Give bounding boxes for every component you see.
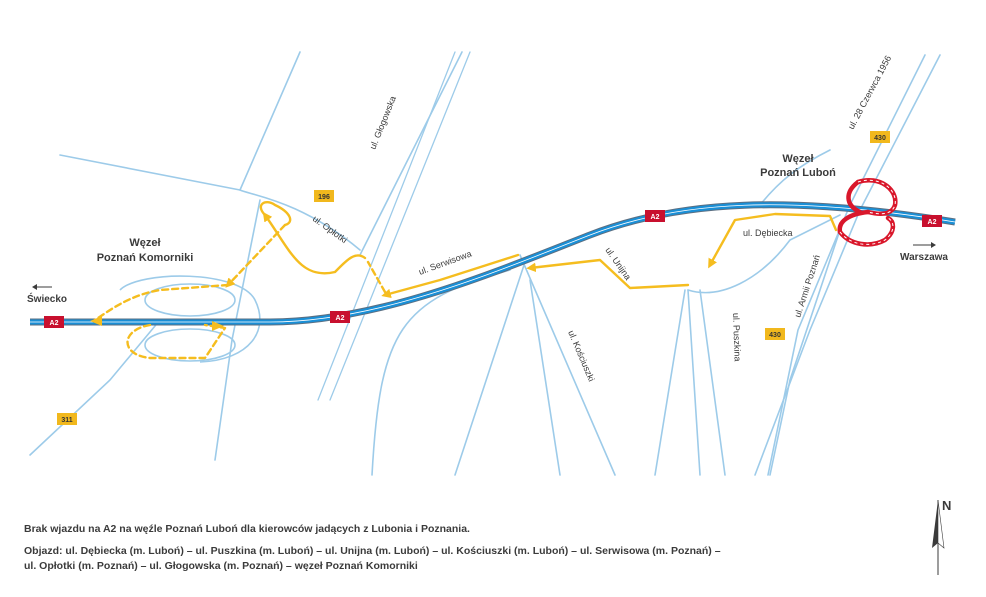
- street-glogowska: ul. Głogowska: [367, 94, 399, 151]
- road-komorniki-north: [215, 200, 260, 460]
- svg-text:196: 196: [318, 194, 330, 201]
- junction-lubon-line1: Węzeł: [782, 153, 814, 165]
- svg-text:A2: A2: [650, 214, 660, 221]
- svg-text:A2: A2: [49, 320, 59, 327]
- north-label: N: [942, 498, 952, 513]
- road-northwest: [60, 52, 300, 190]
- svg-text:430: 430: [874, 135, 886, 142]
- junction-komorniki-line1: Węzeł: [129, 237, 161, 249]
- road-311: [30, 320, 160, 455]
- road-glogowska-main: [360, 52, 462, 255]
- svg-text:Świecko: Świecko: [27, 294, 68, 305]
- street-debiecka: ul. Dębiecka: [743, 228, 793, 238]
- svg-text:430: 430: [769, 332, 781, 339]
- detour-komorniki-a: [228, 225, 285, 285]
- badge-a2-east: [922, 215, 942, 227]
- badge-430-north: [870, 131, 890, 143]
- street-unijna: ul. Unijna: [603, 245, 634, 282]
- street-oplotki: ul. Opłotki: [310, 213, 350, 246]
- svg-text:A2: A2: [335, 315, 345, 322]
- closed-ramps: [840, 180, 896, 244]
- caption-headline: Brak wjazdu na A2 na węźle Poznań Luboń dla kierowców jadących z Lubonia i Poznania.: [24, 523, 470, 535]
- badge-a2-west: [44, 316, 64, 328]
- svg-text:Warszawa: Warszawa: [900, 252, 948, 263]
- road-debiecka: [688, 215, 840, 293]
- road-puszkina: [700, 290, 725, 475]
- junction-lubon-line2: Poznań Luboń: [760, 167, 836, 179]
- road-czerwca-2: [768, 55, 925, 475]
- street-serwisowa: ul. Serwisowa: [417, 248, 473, 277]
- street-armii: ul. Armii Poznań: [792, 253, 822, 319]
- badge-a2-center: [645, 210, 665, 222]
- road-lubon-south-1: [530, 280, 560, 475]
- street-czerwca: ul. 28 Czerwca 1956: [845, 53, 894, 131]
- badge-430-south: [765, 328, 785, 340]
- road-armii: [770, 230, 840, 475]
- badge-311: [57, 413, 77, 425]
- badge-196: [314, 190, 334, 202]
- svg-text:A2: A2: [927, 219, 937, 226]
- street-puszkina: ul. Puszkina: [731, 312, 743, 362]
- detour-oplotki-dashed: [368, 262, 385, 292]
- direction-west: [27, 284, 67, 305]
- detour-unijna: [530, 260, 688, 288]
- road-unijna: [655, 290, 700, 475]
- direction-east: [900, 242, 948, 263]
- junction-komorniki-line2: Poznań Komorniki: [96, 252, 194, 264]
- street-kosciuszki: ul. Kościuszki: [566, 328, 597, 383]
- badge-a2-mid: [330, 311, 350, 323]
- caption-detour: Objazd: ul. Dębiecka (m. Luboń) – ul. Puszkina (m. Luboń) – ul. Unijna (m. Luboń) – ul. Kościuszki (m. Luboń) – ul. Serwisowa (m. Poznań) – ul. Opłotki (m. Poznań) – ul. Głogowska (m. Poznań) – węzeł Poznań Komorniki: [24, 545, 721, 572]
- svg-text:311: 311: [61, 417, 73, 424]
- north-arrow: [932, 498, 951, 575]
